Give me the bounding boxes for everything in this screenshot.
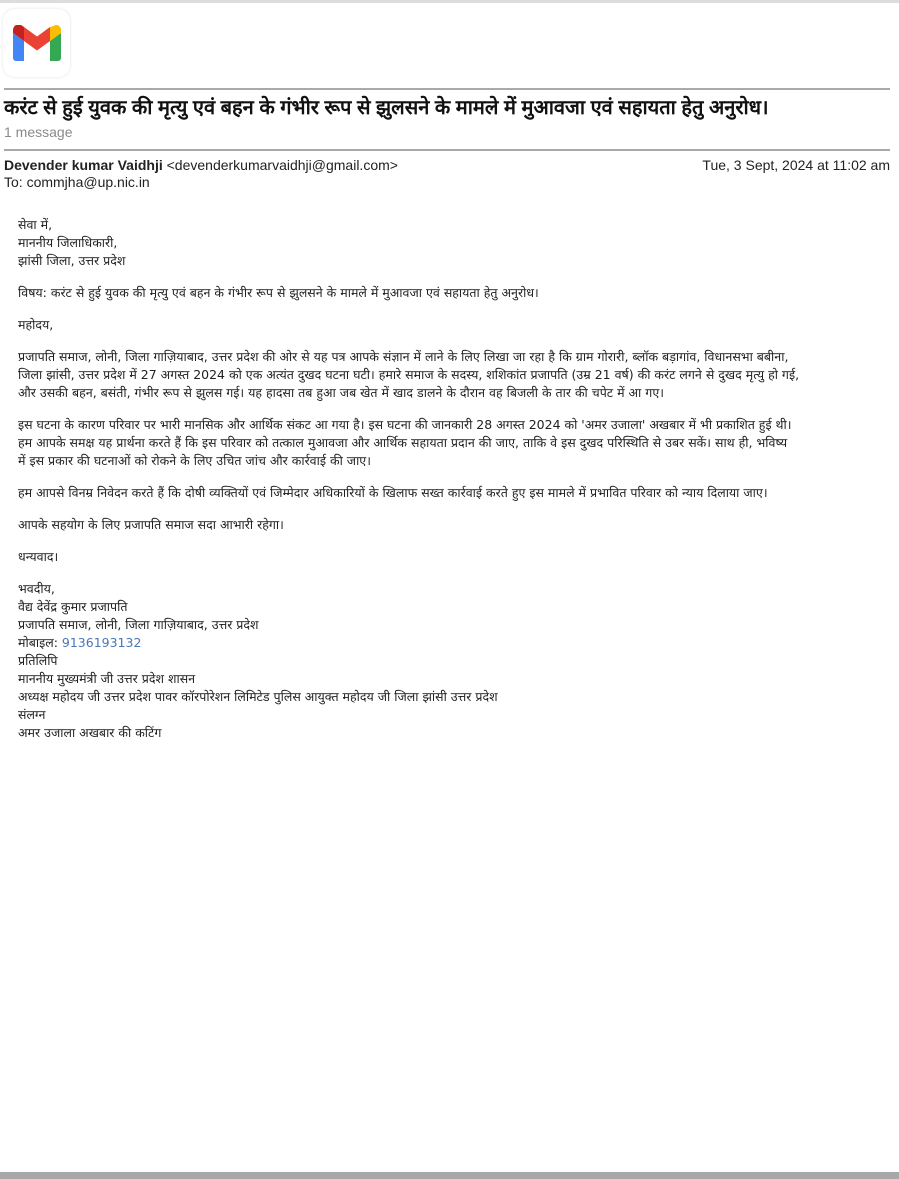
signature-name: वैद्य देवेंद्र कुमार प्रजापति bbox=[18, 599, 128, 614]
paragraph-line: प्रजापति समाज, लोनी, जिला गाज़ियाबाद, उत्तर प्रदेश की ओर से यह पत्र आपके संज्ञान में लाने के लिए लिखा जा रहा है कि ग्राम गोरारी, ब्लॉक बड़ागांव, विधानसभा बबीना, bbox=[18, 349, 789, 364]
salutation-text: महोदय, bbox=[18, 317, 54, 332]
mobile-label: मोबाइल: bbox=[18, 635, 62, 650]
email-body bbox=[18, 216, 890, 756]
gmail-logo-graphic bbox=[13, 25, 61, 61]
signature-mobile bbox=[18, 634, 890, 652]
signature-closing: भवदीय, bbox=[18, 581, 55, 596]
attachment-item: अमर उजाला अखबार की कटिंग bbox=[18, 725, 162, 740]
bottom-border bbox=[0, 1172, 899, 1179]
subject-line-text: विषय: करंट से हुई युवक की मृत्यु एवं बहन के गंभीर रूप से झुलसने के मामले में मुआवजा एवं सहायता हेतु अनुरोध। bbox=[18, 285, 539, 300]
paragraph-3 bbox=[18, 484, 890, 502]
thanks-text: धन्यवाद। bbox=[18, 549, 59, 564]
paragraph-line: जिला झांसी, उत्तर प्रदेश में 27 अगस्त 2024 को एक अत्यंत दुखद घटना घटी। हमारे समाज के सदस्य, शशिकांत प्रजापति (उम्र 21 वर्ष) की करंट लगने से दुखद मृत्यु हो गई, bbox=[18, 367, 800, 382]
copy-recipient: माननीय मुख्यमंत्री जी उत्तर प्रदेश शासन bbox=[18, 671, 196, 686]
paragraph-1 bbox=[18, 348, 890, 402]
paragraph-line: में इस प्रकार की घटनाओं को रोकने के लिए उचित जांच और कार्रवाई की जाए। bbox=[18, 453, 371, 468]
paragraph-4 bbox=[18, 516, 890, 534]
address-line: झांसी जिला, उत्तर प्रदेश bbox=[18, 253, 126, 268]
address-line: सेवा में, bbox=[18, 217, 53, 232]
paragraph-line: हम आपसे विनम्र निवेदन करते हैं कि दोषी व्यक्तियों एवं जिम्मेदार अधिकारियों के खिलाफ सख्त कार्रवाई करते हुए इस मामले में प्रभावित परिवार को न्याय दिलाया जाए। bbox=[18, 485, 768, 500]
salutation bbox=[18, 316, 890, 334]
mobile-number-link[interactable]: 9136193132 bbox=[61, 635, 142, 650]
copy-label: प्रतिलिपि bbox=[18, 653, 58, 668]
address-block bbox=[18, 216, 890, 270]
message-divider bbox=[4, 149, 890, 151]
sender-line bbox=[4, 157, 398, 173]
paragraph-2 bbox=[18, 416, 890, 470]
paragraph-line: इस घटना के कारण परिवार पर भारी मानसिक और आर्थिक संकट आ गया है। इस घटना की जानकारी 28 अगस्त 2024 को 'अमर उजाला' अखबार में भी प्रकाशित हुई थी। bbox=[18, 417, 792, 432]
paragraph-line: आपके सहयोग के लिए प्रजापति समाज सदा आभारी रहेगा। bbox=[18, 517, 284, 532]
attachment-label: संलग्न bbox=[18, 707, 46, 722]
subject-line bbox=[18, 284, 890, 302]
recipient-line: To: commjha@up.nic.in bbox=[4, 174, 150, 190]
paragraph-line: और उसकी बहन, बसंती, गंभीर रूप से झुलस गई। यह हादसा तब हुआ जब खेत में खाद डालने के दौरान वह बिजली के तार की चपेट में आ गए। bbox=[18, 385, 664, 400]
message-date: Tue, 3 Sept, 2024 at 11:02 am bbox=[702, 157, 890, 173]
email-subject: करंट से हुई युवक की मृत्यु एवं बहन के गंभीर रूप से झुलसने के मामले में मुआवजा एवं सहायता हेतु अनुरोध। bbox=[4, 97, 769, 119]
signature-block bbox=[18, 580, 890, 742]
message-count: 1 message bbox=[4, 124, 73, 140]
thanks bbox=[18, 548, 890, 566]
copy-recipient: अध्यक्ष महोदय जी उत्तर प्रदेश पावर कॉरपोरेशन लिमिटेड पुलिस आयुक्त महोदय जी जिला झांसी उत्तर प्रदेश bbox=[18, 689, 498, 704]
top-border bbox=[0, 0, 899, 3]
address-line: माननीय जिलाधिकारी, bbox=[18, 235, 118, 250]
paragraph-line: हम आपके समक्ष यह प्रार्थना करते हैं कि इस परिवार को तत्काल मुआवजा और आर्थिक सहायता प्रदान की जाए, ताकि वे इस दुखद परिस्थिति से उबर सकें। साथ ही, भविष्य bbox=[18, 435, 788, 450]
sender-name[interactable]: Devender kumar Vaidhji bbox=[4, 157, 163, 173]
signature-org: प्रजापति समाज, लोनी, जिला गाज़ियाबाद, उत्तर प्रदेश bbox=[18, 617, 259, 632]
header-divider bbox=[4, 88, 890, 90]
sender-email[interactable]: <devenderkumarvaidhji@gmail.com> bbox=[166, 157, 398, 173]
gmail-logo-icon bbox=[3, 9, 70, 77]
